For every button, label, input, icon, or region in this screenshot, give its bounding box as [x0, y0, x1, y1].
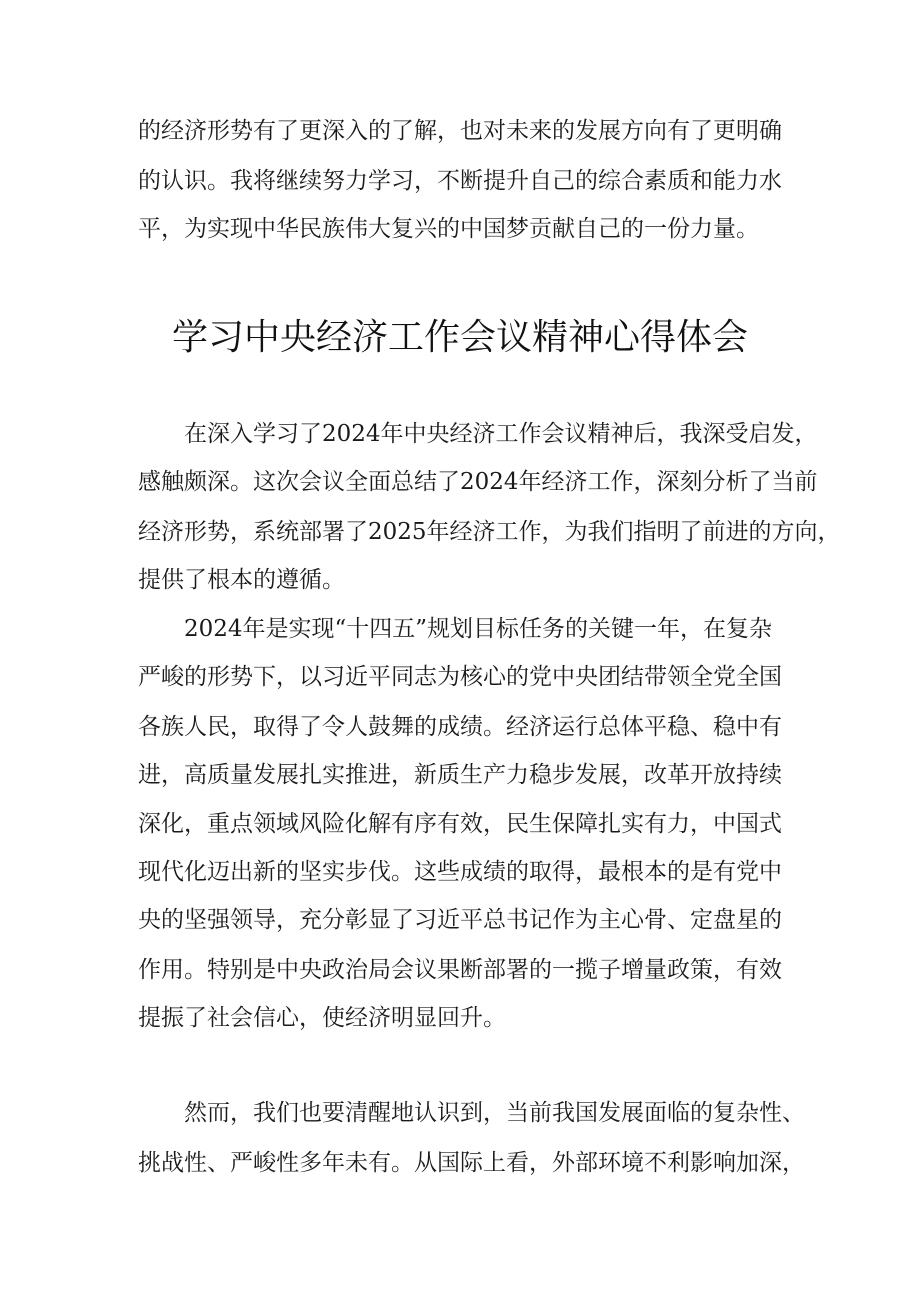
text-line: 2024年是实现“十四五”规划目标任务的关键一年，在复杂	[184, 616, 773, 642]
text-line: 作用。特别是中央政治局会议果断部署的一揽子增量政策，有效	[138, 957, 782, 983]
text-line: 现代化迈出新的坚实步伐。这些成绩的取得，最根本的是有党中	[138, 859, 782, 885]
article-title: 学习中央经济工作会议精神心得体会	[171, 317, 748, 358]
text-line: 严峻的形势下，以习近平同志为核心的党中央团结带领全党全国	[138, 664, 782, 690]
text-line: 在深入学习了2024年中央经济工作会议精神后，我深受启发，	[184, 421, 818, 447]
text-line: 的认识。我将继续努力学习，不断提升自己的综合素质和能力水	[138, 168, 782, 194]
text-line: 各族人民，取得了令人鼓舞的成绩。经济运行总体平稳、稳中有	[138, 714, 782, 740]
text-line: 提振了社会信心，使经济明显回升。	[138, 1005, 506, 1031]
text-line: 深化，重点领域风险化解有序有效，民生保障扎实有力，中国式	[138, 811, 782, 837]
text-line: 然而，我们也要清醒地认识到，当前我国发展面临的复杂性、	[184, 1100, 805, 1126]
text-line: 平，为实现中华民族伟大复兴的中国梦贡献自己的一份力量。	[138, 216, 759, 242]
text-line: 挑战性、严峻性多年未有。从国际上看，外部环境不利影响加深，	[138, 1150, 805, 1176]
text-line: 提供了根本的遵循。	[138, 567, 345, 593]
text-line: 央的坚强领导，充分彰显了习近平总书记作为主心骨、定盘星的	[138, 907, 782, 933]
text-line: 进，高质量发展扎实推进，新质生产力稳步发展，改革开放持续	[138, 762, 782, 788]
text-line: 感触颇深。这次会议全面总结了2024年经济工作，深刻分析了当前	[138, 469, 818, 495]
text-line: 经济形势，系统部署了2025年经济工作，为我们指明了前进的方向，	[138, 519, 841, 545]
text-line: 的经济形势有了更深入的了解，也对未来的发展方向有了更明确	[138, 118, 782, 144]
